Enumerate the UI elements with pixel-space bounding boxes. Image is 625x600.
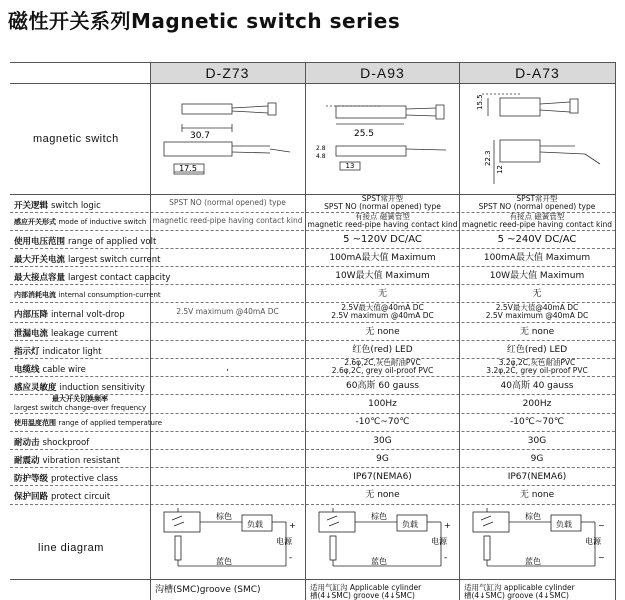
circuit-reed — [484, 536, 490, 560]
circuit-minus-label: - — [444, 553, 448, 563]
d-a73-side-cable — [585, 154, 600, 164]
d-a93-switch-logic-en: SPST NO (normal opened) type — [324, 202, 441, 211]
divider — [10, 284, 615, 285]
label-en: switch logic — [50, 201, 101, 211]
d-a93-top-cable — [406, 108, 436, 109]
row-label-voltage — [14, 235, 156, 247]
d-a73-contact-capacity: 10W最大值 Maximum — [489, 271, 585, 281]
label-en: shockproof — [42, 438, 90, 448]
d-z73-length-label: 30.7 — [189, 131, 211, 141]
circuit-tilde-label: ~ — [598, 521, 605, 530]
label-zh: 最大开关切换频率 — [52, 395, 108, 403]
circuit-brown-label: 棕色 — [371, 512, 387, 521]
d-a93-temperature: -10℃~70℃ — [355, 417, 410, 427]
d-a93-top-connector — [436, 105, 444, 119]
d-a73-cable-zh: 3.2φ,2C,灰色耐油PVC — [498, 358, 576, 367]
d-a73-side-body — [500, 140, 540, 162]
d-a73-inductive-zh: 有接点 磁簧管型 — [509, 212, 565, 221]
d-a93-inductive-zh: 有接点 磁簧管型 — [355, 212, 410, 221]
d-a93-cable-en: 2.6φ,2C, grey oil-proof PVC — [331, 366, 434, 375]
label-en: mode of inductive switch — [58, 218, 147, 226]
d-a73-switch-logic-en: SPST NO (normal opened) type — [478, 202, 596, 211]
circuit-led-arrow — [329, 522, 339, 526]
label-en: vibration resistant — [42, 456, 120, 466]
d-a93-vibration: 9G — [376, 454, 389, 464]
row-label-switch-logic — [14, 199, 101, 211]
circuit-brown-label: 棕色 — [216, 512, 232, 521]
label-en: indicator light — [42, 347, 102, 357]
d-a93-groove — [310, 584, 421, 600]
d-a73-temperature: -10℃~70℃ — [510, 417, 564, 427]
d-z73-base-label: 17.5 — [179, 164, 197, 173]
row-label-temperature — [14, 418, 162, 428]
label-zh: 感应开关形式 — [14, 218, 56, 226]
divider — [10, 467, 615, 468]
circuit-reed — [330, 536, 336, 560]
d-z73-switch-logic: SPST NO (normal opened) type — [169, 198, 286, 207]
d-a93-indicator: 红色(red) LED — [352, 345, 413, 355]
divider — [10, 413, 615, 414]
circuit-led-arrow — [174, 522, 184, 526]
d-a73-top-body — [500, 98, 540, 116]
d-a93-side-cable — [406, 149, 446, 150]
d-a73-protective: IP67(NEMA6) — [507, 472, 567, 482]
d-a73-protect-circuit: 无 none — [519, 490, 555, 500]
row-label-protective — [14, 472, 118, 484]
d-z73-top-cable — [232, 106, 268, 108]
d-a93-shockproof: 30G — [373, 436, 392, 446]
d-a93-volt-drop-zh: 2.5V最大值@40mA DC — [341, 303, 424, 312]
divider — [10, 248, 615, 249]
circuit-led-box — [473, 512, 509, 532]
circuit-brown-label: 棕色 — [525, 512, 541, 521]
row-label-internal-consumption — [14, 290, 161, 300]
d-a93-top-cable — [406, 115, 436, 116]
d-a73-volt-drop-zh: 2.5V最大值@40mA DC — [495, 303, 579, 312]
label-zh: 最大接点容量 — [14, 273, 66, 283]
circuit-power-label: 电源 — [431, 537, 447, 546]
label-zh: 内部压降 — [14, 310, 49, 320]
d-a93-internal-consumption: 无 — [377, 289, 387, 299]
d-a93-top-body — [336, 106, 406, 118]
label-zh: 电缆线 — [14, 365, 40, 375]
divider — [10, 322, 615, 323]
d-a93-leakage: 无 none — [365, 327, 400, 337]
d-a73-cable-en: 3.2φ,2C, grey oil-proof PVC — [486, 366, 588, 375]
circuit-led-box — [164, 512, 200, 532]
circuit-led-arrow — [483, 522, 493, 526]
label-zh: 内部消耗电流 — [14, 291, 56, 299]
label-en: largest contact capacity — [67, 273, 171, 283]
d-a73-vibration: 9G — [530, 454, 544, 464]
groove-detail: 槽(4↓SMC) groove (4↓SMC) — [464, 591, 569, 600]
d-a73-switch-logic-zh: SPST常开型 — [516, 194, 558, 203]
d-z73-groove: 沟槽(SMC)groove (SMC) — [155, 585, 261, 595]
groove-en: Applicable cylinder — [349, 583, 422, 592]
circuit-plus-label: + — [289, 521, 296, 530]
d-a93-cable-zh: 2.6φ,2C,灰色耐油PVC — [344, 358, 421, 367]
page-title: 磁性开关系列Magnetic switch series — [8, 9, 401, 33]
circuit-blue-label: 蓝色 — [371, 557, 387, 566]
d-a73-sensitivity: 40高斯 40 gauss — [500, 381, 574, 391]
d-a93-contact-capacity: 10W最大值 Maximum — [335, 271, 430, 281]
row-label-shockproof — [14, 436, 89, 448]
d-a93-side-body — [336, 146, 406, 156]
d-a73-indicator: 红色(red) LED — [506, 345, 568, 355]
d-a93-switch-logic-zh: SPST常开型 — [361, 194, 404, 203]
divider — [10, 230, 615, 231]
divider — [10, 376, 615, 377]
row-label-volt-drop — [14, 308, 125, 320]
circuit-blue-label: 蓝色 — [525, 557, 541, 566]
d-a93-width-label: 4.8 — [316, 153, 326, 160]
d-a93-voltage: 5 ~120V DC/AC — [343, 234, 422, 245]
row-label-magnetic-switch: magnetic switch — [33, 133, 119, 145]
label-en: protect circuit — [50, 492, 111, 502]
d-a73-dim-c: 12 — [496, 165, 504, 174]
row-label-protect-circuit — [14, 490, 110, 502]
label-en: range of applied volt — [67, 237, 157, 247]
row-label-sensitivity — [14, 381, 145, 393]
label-zh: 耐震动 — [14, 456, 40, 466]
label-en: largest switch change-over frequency — [13, 404, 147, 412]
circuit-load-label: 负载 — [556, 520, 572, 529]
column-header-d-a73: D-A73 — [515, 65, 560, 81]
label-en: protective class — [50, 474, 118, 484]
d-a93-circuit-diagram — [315, 506, 455, 578]
d-a73-top-cable — [540, 110, 570, 112]
d-a73-shockproof: 30G — [527, 436, 547, 446]
row-label-cable — [14, 363, 86, 375]
divider — [10, 449, 615, 450]
label-zh: 指示灯 — [14, 347, 40, 357]
label-en: induction sensitivity — [59, 383, 145, 393]
circuit-led-arrow — [481, 516, 491, 520]
d-a73-max-current: 100mA最大值 Maximum — [483, 253, 591, 263]
divider — [10, 340, 615, 341]
d-a93-protective: IP67(NEMA6) — [353, 472, 412, 482]
d-a93-inductive-en: magnetic reed-pipe having contact kind — [307, 220, 458, 229]
label-zh: 最大开关电流 — [14, 255, 66, 265]
d-a93-volt-drop-en: 2.5V maximum @40mA DC — [331, 311, 434, 320]
circuit-led-arrow — [327, 516, 337, 520]
d-z73-side-body — [164, 142, 232, 156]
circuit-tilde-label: ~ — [598, 553, 605, 562]
d-a93-base-label: 13 — [345, 162, 355, 170]
d-a73-internal-consumption: 无 — [532, 289, 542, 299]
d-a93-max-current: 100mA最大值 Maximum — [329, 253, 436, 263]
d-a93-sensitivity: 60高斯 60 gauss — [346, 381, 419, 391]
d-z73-top-cable — [232, 111, 268, 113]
row-label-frequency — [10, 395, 150, 413]
d-a73-inductive-en: magnetic reed-pipe having contact kind — [462, 220, 612, 229]
label-zh: 使用温度范围 — [14, 419, 56, 427]
label-en: internal consumption-current — [58, 291, 161, 299]
row-label-indicator — [14, 345, 101, 357]
divider — [10, 504, 615, 505]
d-z73-circuit-diagram — [160, 506, 300, 578]
circuit-reed — [175, 536, 181, 560]
label-zh: 耐动击 — [14, 438, 40, 448]
d-z73-top-body — [182, 104, 232, 114]
label-zh: 感应灵敏度 — [14, 383, 57, 393]
label-en: largest switch current — [67, 255, 161, 265]
groove-detail: 槽(4↓SMC) groove (4↓SMC) — [310, 591, 415, 600]
d-a93-height-label: 2.8 — [316, 145, 326, 152]
d-a73-dim-a: 15.5 — [476, 94, 484, 110]
label-en: range of applied temperature — [58, 419, 163, 427]
d-a73-frequency: 200Hz — [522, 399, 552, 409]
d-a73-dimension-drawing — [460, 84, 615, 194]
row-label-leakage — [14, 327, 118, 339]
row-label-contact-capacity — [14, 271, 170, 283]
d-a73-circuit-diagram — [469, 506, 609, 578]
label-en: leakage current — [50, 329, 118, 339]
d-a93-dimension-drawing — [306, 84, 459, 194]
d-a73-volt-drop-en: 2.5V maximum @40mA DC — [485, 311, 589, 320]
label-zh: 保护回路 — [14, 492, 49, 502]
label-en: cable wire — [42, 365, 86, 375]
circuit-load-label: 负载 — [247, 520, 263, 529]
label-zh: 使用电压范围 — [14, 237, 66, 247]
row-label-vibration — [14, 454, 120, 466]
d-a73-side-cable — [540, 152, 585, 154]
circuit-power-label: 电源 — [276, 537, 292, 546]
d-a73-leakage: 无 none — [519, 327, 555, 337]
d-a73-top-connector — [570, 99, 578, 113]
d-z73-top-connector — [268, 103, 276, 115]
circuit-minus-label: - — [289, 553, 293, 563]
circuit-blue-label: 蓝色 — [216, 557, 232, 566]
d-a73-top-cable — [540, 102, 570, 104]
d-a93-protect-circuit: 无 none — [365, 490, 400, 500]
label-zh: 泄漏电流 — [14, 329, 49, 339]
circuit-led-box — [319, 512, 355, 532]
divider — [10, 431, 615, 432]
circuit-plus-label: + — [444, 521, 451, 530]
divider — [10, 485, 615, 486]
row-label-inductive — [14, 217, 146, 227]
divider — [10, 266, 615, 267]
divider — [10, 579, 615, 580]
row-label-max-current — [14, 253, 161, 265]
circuit-load-label: 负载 — [402, 520, 418, 529]
d-z73-volt-drop: 2.5V maximum @40mA DC — [176, 307, 279, 316]
label-zh: 开关逻辑 — [14, 201, 49, 211]
d-z73-side-cable — [270, 149, 290, 152]
d-a73-dim-b: 22.3 — [484, 150, 492, 166]
column-divider — [615, 62, 616, 600]
column-header-d-a93: D-A93 — [360, 65, 405, 81]
row-label-line-diagram: line diagram — [38, 542, 104, 554]
label-en: internal volt-drop — [50, 310, 125, 320]
d-a93-length-label: 25.5 — [353, 129, 375, 139]
d-a73-voltage: 5 ~240V DC/AC — [497, 234, 577, 245]
d-a93-frequency: 100Hz — [368, 399, 397, 409]
groove-zh: 适用气缸沟 — [464, 583, 502, 592]
d-z73-dimension-drawing — [150, 84, 305, 194]
circuit-power-label: 电源 — [585, 537, 601, 546]
groove-zh: 适用气缸沟 — [310, 583, 348, 592]
d-a73-groove — [464, 584, 575, 600]
d-z73-inductive: magnetic reed-pipe having contact kind — [152, 216, 303, 225]
table-top-line — [10, 62, 615, 63]
circuit-led-arrow — [172, 516, 182, 520]
groove-en: applicable cylinder — [503, 583, 575, 592]
column-header-d-z73: D-Z73 — [205, 65, 250, 81]
d-z73-side-cable — [232, 152, 270, 153]
label-zh: 防护等级 — [14, 474, 49, 484]
d-z73-cable: , — [226, 363, 229, 373]
